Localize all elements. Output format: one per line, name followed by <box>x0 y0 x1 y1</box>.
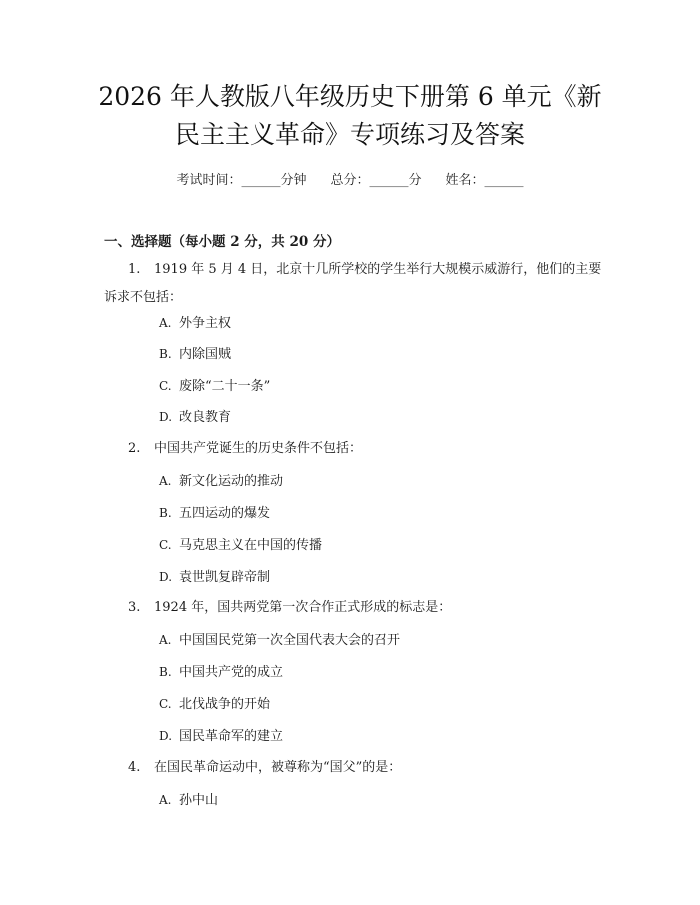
question-text: 在国民革命运动中，被尊称为“国父”的是： <box>154 760 402 775</box>
exam-time: 考试时间：______分钟 <box>176 173 307 188</box>
option-text: 外争主权 <box>179 316 232 331</box>
question-text: 1919 年 5 月 4 日，北京十几所学校的学生举行大规模示威游行，他们的主要诉求不包括： <box>104 262 602 305</box>
option-letter: B. <box>159 506 172 520</box>
option-letter: C. <box>159 697 172 711</box>
option-text: 中国国民党第一次全国代表大会的召开 <box>179 633 401 648</box>
question-1 <box>104 256 604 312</box>
question-4 <box>104 754 604 782</box>
option-letter: A. <box>159 474 172 488</box>
option-2c <box>159 535 322 556</box>
option-2a <box>159 471 283 492</box>
option-2b <box>159 503 270 524</box>
option-letter: C. <box>159 379 172 393</box>
option-1d <box>159 407 231 428</box>
title-line-1: 2026 年人教版八年级历史下册第 6 单元《新 <box>98 82 602 111</box>
option-letter: D. <box>159 410 173 424</box>
exam-score: 总分：______分 <box>330 173 422 188</box>
question-number: 1. <box>128 262 141 277</box>
option-1c <box>159 376 270 397</box>
option-1a <box>159 313 231 334</box>
option-4a <box>159 790 218 811</box>
exam-info <box>0 169 700 188</box>
option-text: 改良教育 <box>179 410 232 425</box>
option-2d <box>159 567 270 588</box>
option-3b <box>159 662 283 683</box>
question-number: 3. <box>128 600 141 615</box>
option-letter: D. <box>159 729 173 743</box>
option-text: 新文化运动的推动 <box>179 474 284 489</box>
option-letter: B. <box>159 665 172 679</box>
option-text: 孙中山 <box>179 793 219 808</box>
title-line-2: 民主主义革命》专项练习及答案 <box>174 120 525 149</box>
option-text: 国民革命军的建立 <box>179 729 284 744</box>
option-letter: A. <box>159 793 172 807</box>
question-number: 4. <box>128 760 141 775</box>
question-3 <box>104 594 604 622</box>
option-letter: C. <box>159 538 172 552</box>
option-letter: A. <box>159 633 172 647</box>
option-text: 北伐战争的开始 <box>179 697 271 712</box>
section-title: 一、选择题（每小题 2 分，共 20 分） <box>104 234 340 250</box>
option-text: 废除“二十一条” <box>179 379 271 394</box>
option-3c <box>159 694 270 715</box>
document-title <box>60 78 640 154</box>
option-letter: B. <box>159 347 172 361</box>
option-letter: D. <box>159 570 173 584</box>
option-3d <box>159 726 283 747</box>
option-text: 马克思主义在中国的传播 <box>179 538 323 553</box>
option-1b <box>159 344 231 365</box>
option-3a <box>159 630 400 651</box>
option-text: 中国共产党的成立 <box>179 665 284 680</box>
option-text: 袁世凯复辟帝制 <box>179 570 271 585</box>
option-text: 内除国贼 <box>179 347 232 362</box>
question-number: 2. <box>128 441 141 456</box>
option-letter: A. <box>159 316 172 330</box>
option-text: 五四运动的爆发 <box>179 506 271 521</box>
question-text: 中国共产党诞生的历史条件不包括： <box>154 441 363 456</box>
question-2 <box>104 435 604 463</box>
exam-name: 姓名：______ <box>445 173 524 188</box>
question-text: 1924 年，国共两党第一次合作正式形成的标志是： <box>154 600 452 615</box>
